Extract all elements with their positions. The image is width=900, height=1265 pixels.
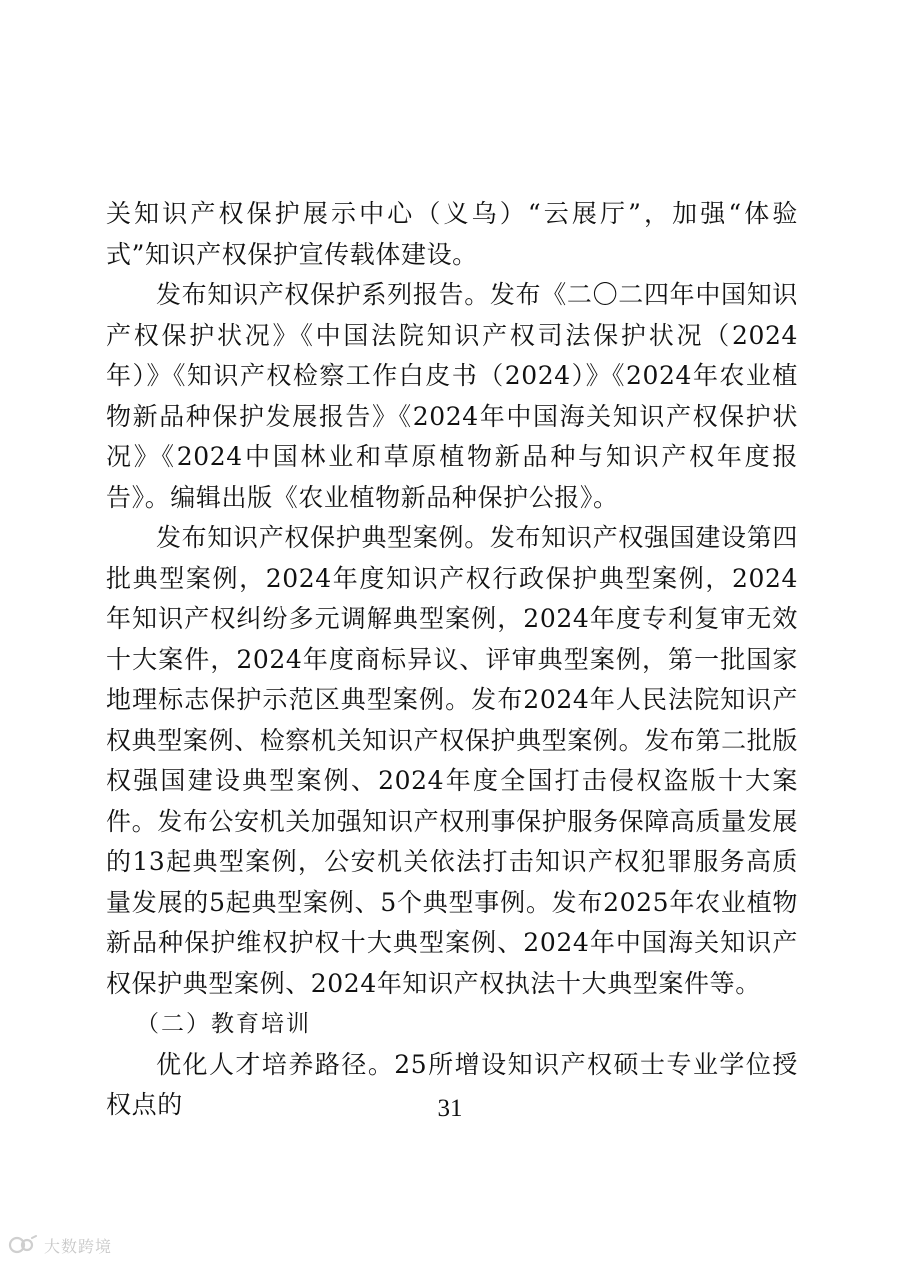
paragraph-continued: 关知识产权保护展示中心（义乌）“云展厅”，加强“体验式”知识产权保护宣传载体建设。 [106, 199, 798, 269]
paragraph-talent-training: 优化人才培养路径。25所增设知识产权硕士专业学位授权点的 [106, 1049, 798, 1119]
watermark [8, 1232, 112, 1258]
page-body [106, 194, 798, 1126]
page-number: 31 [437, 1095, 463, 1122]
paragraph-typical-cases: 发布知识产权保护典型案例。发布知识产权强国建设第四批典型案例，2024年度知识产权行政保护典型案例，2024年知识产权纠纷多元调解典型案例，2024年度专利复审无效十大案件，2024年度商标异议、评审典型案例，第一批国家地理标志保护示范区典型案例。发布2024年人民法院知识产权典型案例、检察机关知识产权保护典型案例。发布第二批版权强国建设典型案例、2024年度全国打击侵权盗版十大案件。发布公安机关加强知识产权刑事保护服务保障高质量发展的13起典型案例，公安机关依法打击知识产权犯罪服务高质量发展的5起典型案例、5个典型事例。发布2025年农业植物新品种保护维权护权十大典型案例、2024年中国海关知识产权保护典型案例、2024年知识产权执法十大典型案件等。 [106, 523, 798, 998]
section-heading: （二）教育培训 [136, 1011, 311, 1037]
brand-logo-icon [8, 1234, 38, 1256]
watermark-text: 大数跨境 [44, 1236, 113, 1256]
paragraph-reports: 发布知识产权保护系列报告。发布《二〇二四年中国知识产权保护状况》《中国法院知识产权司法保护状况（2024年）》《知识产权检察工作白皮书（2024）》《2024年农业植物新品种保护发展报告》《2024年中国海关知识产权保护状况》《2024中国林业和草原植物新品种与知识产权年度报告》。编辑出版《农业植物新品种保护公报》。 [106, 280, 798, 512]
